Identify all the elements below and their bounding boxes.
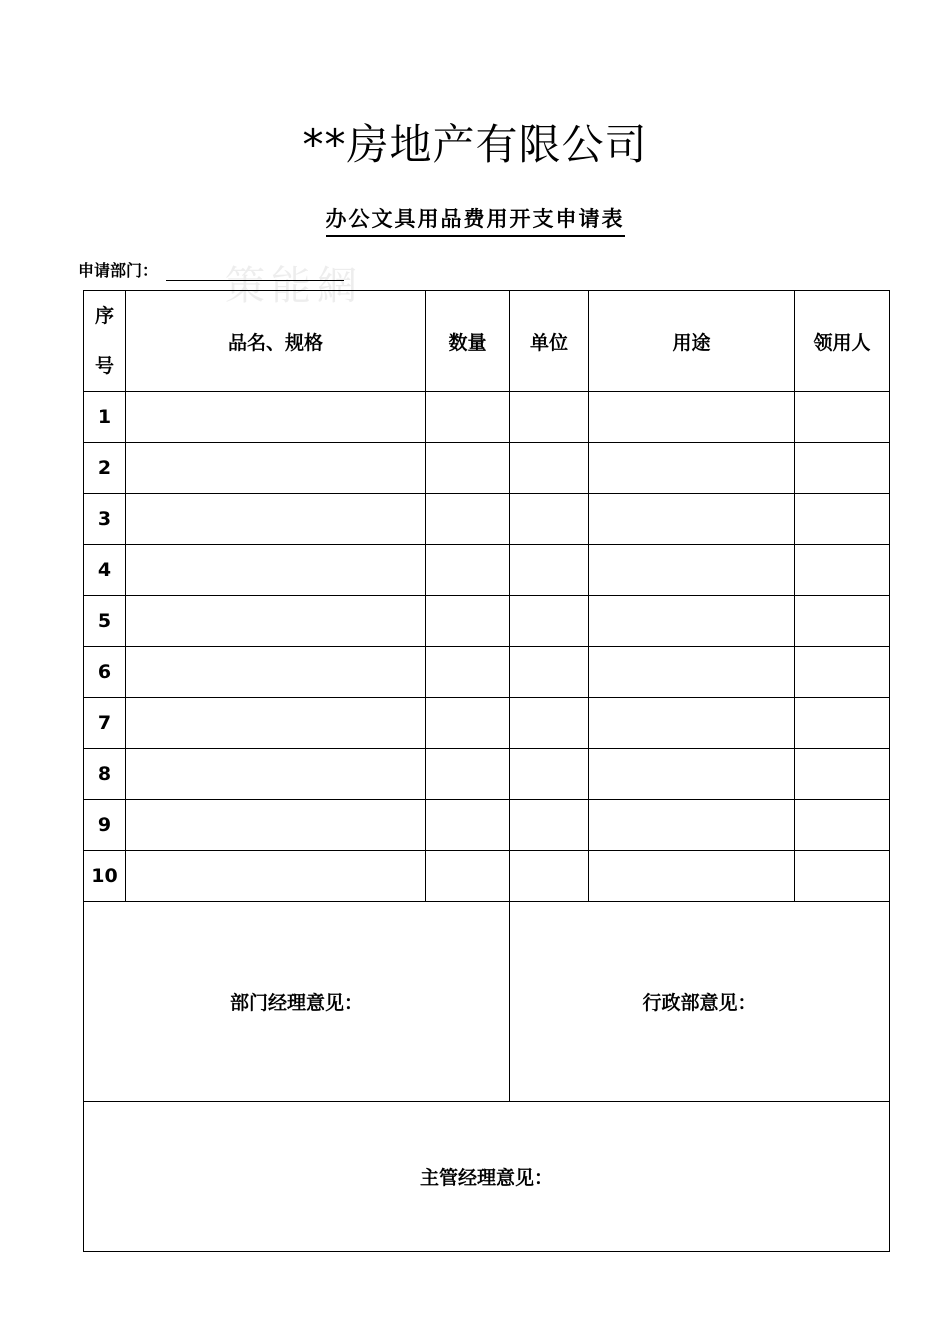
table-row (84, 443, 890, 494)
quantity-cell[interactable] (426, 698, 510, 749)
watermark: 策能網 (225, 263, 363, 309)
opinion-row (84, 902, 890, 1102)
dept-manager-opinion-label: 部门经理意见： (229, 992, 363, 1014)
dept-manager-opinion[interactable] (84, 902, 510, 1102)
name-spec-cell[interactable] (126, 800, 426, 851)
purpose-cell[interactable] (589, 749, 795, 800)
purpose-cell[interactable] (589, 800, 795, 851)
unit-cell[interactable] (510, 698, 589, 749)
recipient-cell[interactable] (795, 392, 890, 443)
unit-cell[interactable] (510, 443, 589, 494)
purpose-cell[interactable] (589, 392, 795, 443)
supervisor-opinion[interactable] (84, 1102, 890, 1252)
table-row (84, 647, 890, 698)
admin-dept-opinion-label: 行政部意见： (642, 992, 757, 1014)
header-no-line1: 序 (94, 305, 114, 327)
quantity-cell[interactable] (426, 851, 510, 902)
header-unit: 单位 (510, 291, 589, 392)
quantity-cell[interactable] (426, 596, 510, 647)
department-field[interactable] (166, 262, 344, 281)
unit-cell[interactable] (510, 596, 589, 647)
quantity-cell[interactable] (426, 647, 510, 698)
purpose-cell[interactable] (589, 698, 795, 749)
row-number: 2 (84, 443, 126, 494)
row-number: 7 (84, 698, 126, 749)
name-spec-cell[interactable] (126, 596, 426, 647)
header-name-spec: 品名、规格 (126, 291, 426, 392)
table-row (84, 851, 890, 902)
table-row (84, 698, 890, 749)
header-recipient: 领用人 (795, 291, 890, 392)
name-spec-cell[interactable] (126, 698, 426, 749)
recipient-cell[interactable] (795, 698, 890, 749)
row-number: 8 (84, 749, 126, 800)
header-row (84, 291, 890, 392)
name-spec-cell[interactable] (126, 443, 426, 494)
recipient-cell[interactable] (795, 749, 890, 800)
department-label: 申请部门： (78, 261, 159, 280)
supervisor-row (84, 1102, 890, 1252)
header-no (84, 291, 126, 392)
recipient-cell[interactable] (795, 851, 890, 902)
purpose-cell[interactable] (589, 596, 795, 647)
unit-cell[interactable] (510, 392, 589, 443)
unit-cell[interactable] (510, 749, 589, 800)
supervisor-opinion-label: 主管经理意见： (419, 1167, 553, 1189)
recipient-cell[interactable] (795, 800, 890, 851)
quantity-cell[interactable] (426, 545, 510, 596)
form-title-wrap (0, 203, 950, 237)
unit-cell[interactable] (510, 494, 589, 545)
purpose-cell[interactable] (589, 494, 795, 545)
application-table (83, 290, 890, 1252)
unit-cell[interactable] (510, 545, 589, 596)
recipient-cell[interactable] (795, 647, 890, 698)
table-row (84, 800, 890, 851)
quantity-cell[interactable] (426, 800, 510, 851)
row-number: 4 (84, 545, 126, 596)
quantity-cell[interactable] (426, 392, 510, 443)
quantity-cell[interactable] (426, 443, 510, 494)
name-spec-cell[interactable] (126, 392, 426, 443)
unit-cell[interactable] (510, 800, 589, 851)
department-row (78, 258, 344, 281)
recipient-cell[interactable] (795, 596, 890, 647)
purpose-cell[interactable] (589, 647, 795, 698)
row-number: 6 (84, 647, 126, 698)
header-purpose: 用途 (589, 291, 795, 392)
recipient-cell[interactable] (795, 494, 890, 545)
unit-cell[interactable] (510, 647, 589, 698)
recipient-cell[interactable] (795, 443, 890, 494)
purpose-cell[interactable] (589, 851, 795, 902)
table-row (84, 545, 890, 596)
name-spec-cell[interactable] (126, 494, 426, 545)
table-row (84, 392, 890, 443)
name-spec-cell[interactable] (126, 749, 426, 800)
quantity-cell[interactable] (426, 749, 510, 800)
name-spec-cell[interactable] (126, 545, 426, 596)
header-quantity: 数量 (426, 291, 510, 392)
purpose-cell[interactable] (589, 443, 795, 494)
name-spec-cell[interactable] (126, 647, 426, 698)
company-name: **房地产有限公司 (302, 120, 648, 169)
row-number: 5 (84, 596, 126, 647)
name-spec-cell[interactable] (126, 851, 426, 902)
table-row (84, 749, 890, 800)
admin-dept-opinion[interactable] (510, 902, 890, 1102)
form-title: 办公文具用品费用开支申请表 (326, 203, 625, 237)
recipient-cell[interactable] (795, 545, 890, 596)
table-row (84, 596, 890, 647)
unit-cell[interactable] (510, 851, 589, 902)
row-number: 10 (84, 851, 126, 902)
row-number: 9 (84, 800, 126, 851)
purpose-cell[interactable] (589, 545, 795, 596)
quantity-cell[interactable] (426, 494, 510, 545)
table-row (84, 494, 890, 545)
row-number: 1 (84, 392, 126, 443)
row-number: 3 (84, 494, 126, 545)
header-no-line2: 号 (94, 355, 114, 377)
